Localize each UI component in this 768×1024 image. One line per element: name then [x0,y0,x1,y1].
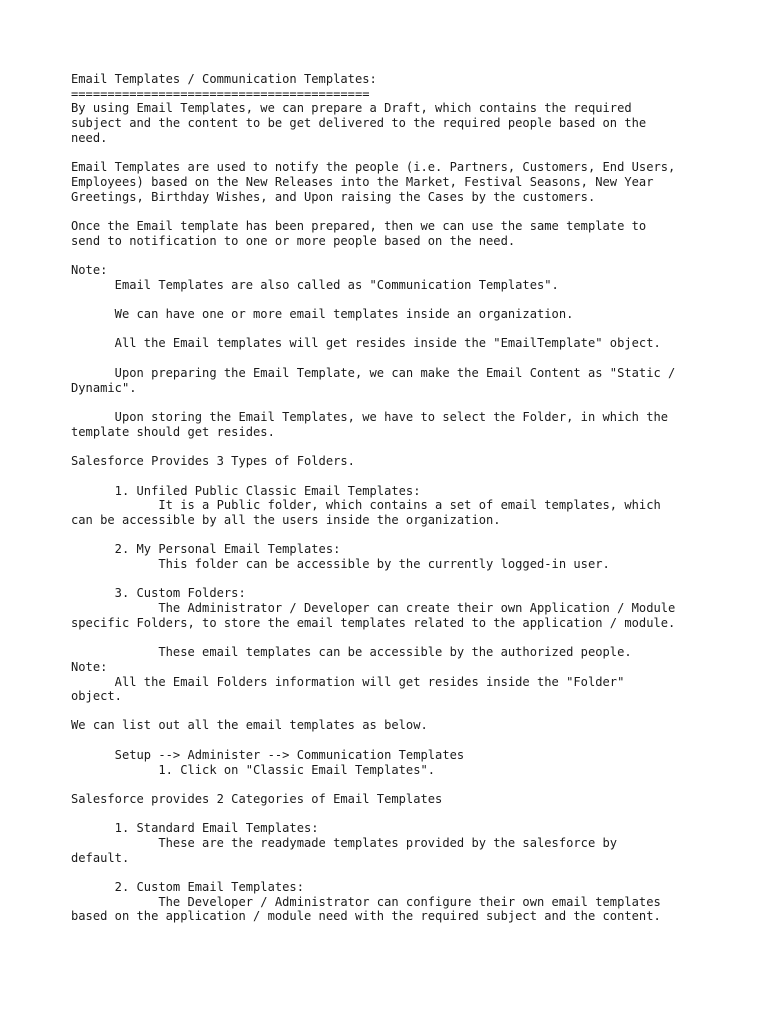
intro-line-1: By using Email Templates, we can prepare a Draft, which contains the required [71,101,632,115]
folder-3-body-line-1: The Administrator / Developer can create their own Application / Module [71,601,676,615]
folder-3-body-line-2: specific Folders, to store the email templates related to the application / module. [71,616,676,630]
document-title: Email Templates / Communication Templates: [71,72,377,86]
folder-1-body-line-1: It is a Public folder, which contains a set of email templates, which [71,498,661,512]
note-item-2: We can have one or more email templates inside an organization. [71,307,574,321]
category-1-body-line-2: default. [71,851,130,865]
categories-heading: Salesforce provides 2 Categories of Email Templates [71,792,443,806]
folder-2-title: 2. My Personal Email Templates: [71,542,341,556]
note-2-heading: Note: [71,660,108,674]
navigation-step: 1. Click on "Classic Email Templates". [71,763,436,777]
reuse-line-2: send to notification to one or more people based on the need. [71,234,516,248]
folders-heading: Salesforce Provides 3 Types of Folders. [71,454,355,468]
note-item-4-line-1: Upon preparing the Email Template, we can make the Email Content as "Static / [71,366,676,380]
note-heading: Note: [71,263,108,277]
category-1-body-line-1: These are the readymade templates provided by the salesforce by [71,836,618,850]
purpose-line-1: Email Templates are used to notify the people (i.e. Partners, Customers, End Users, [71,160,676,174]
note-2-body-line-2: object. [71,689,122,703]
folder-3-title: 3. Custom Folders: [71,586,246,600]
note-item-1: Email Templates are also called as "Communication Templates". [71,278,559,292]
folder-3-extra: These email templates can be accessible by the authorized people. [71,645,632,659]
note-item-5-line-2: template should get resides. [71,425,275,439]
folder-2-body: This folder can be accessible by the currently logged-in user. [71,557,610,571]
folder-1-body-line-2: can be accessible by all the users inside the organization. [71,513,501,527]
title-underline: ========================================= [71,87,370,101]
intro-line-2: subject and the content to be get delivered to the required people based on the [71,116,647,130]
category-2-body-line-1: The Developer / Administrator can configure their own email templates [71,895,661,909]
note-item-3: All the Email templates will get resides inside the "EmailTemplate" object. [71,336,661,350]
reuse-line-1: Once the Email template has been prepared, then we can use the same template to [71,219,647,233]
note-item-5-line-1: Upon storing the Email Templates, we have to select the Folder, in which the [71,410,669,424]
purpose-line-2: Employees) based on the New Releases into the Market, Festival Seasons, New Year [71,175,654,189]
list-heading: We can list out all the email templates as below. [71,718,428,732]
note-2-body-line-1: All the Email Folders information will get resides inside the "Folder" [71,675,625,689]
folder-1-title: 1. Unfiled Public Classic Email Templates: [71,484,421,498]
category-2-title: 2. Custom Email Templates: [71,880,304,894]
navigation-path: Setup --> Administer --> Communication Templates [71,748,465,762]
intro-line-3: need. [71,131,108,145]
note-item-4-line-2: Dynamic". [71,381,137,395]
category-1-title: 1. Standard Email Templates: [71,821,319,835]
category-2-body-line-2: based on the application / module need with the required subject and the content. [71,909,661,923]
purpose-line-3: Greetings, Birthday Wishes, and Upon raising the Cases by the customers. [71,190,596,204]
